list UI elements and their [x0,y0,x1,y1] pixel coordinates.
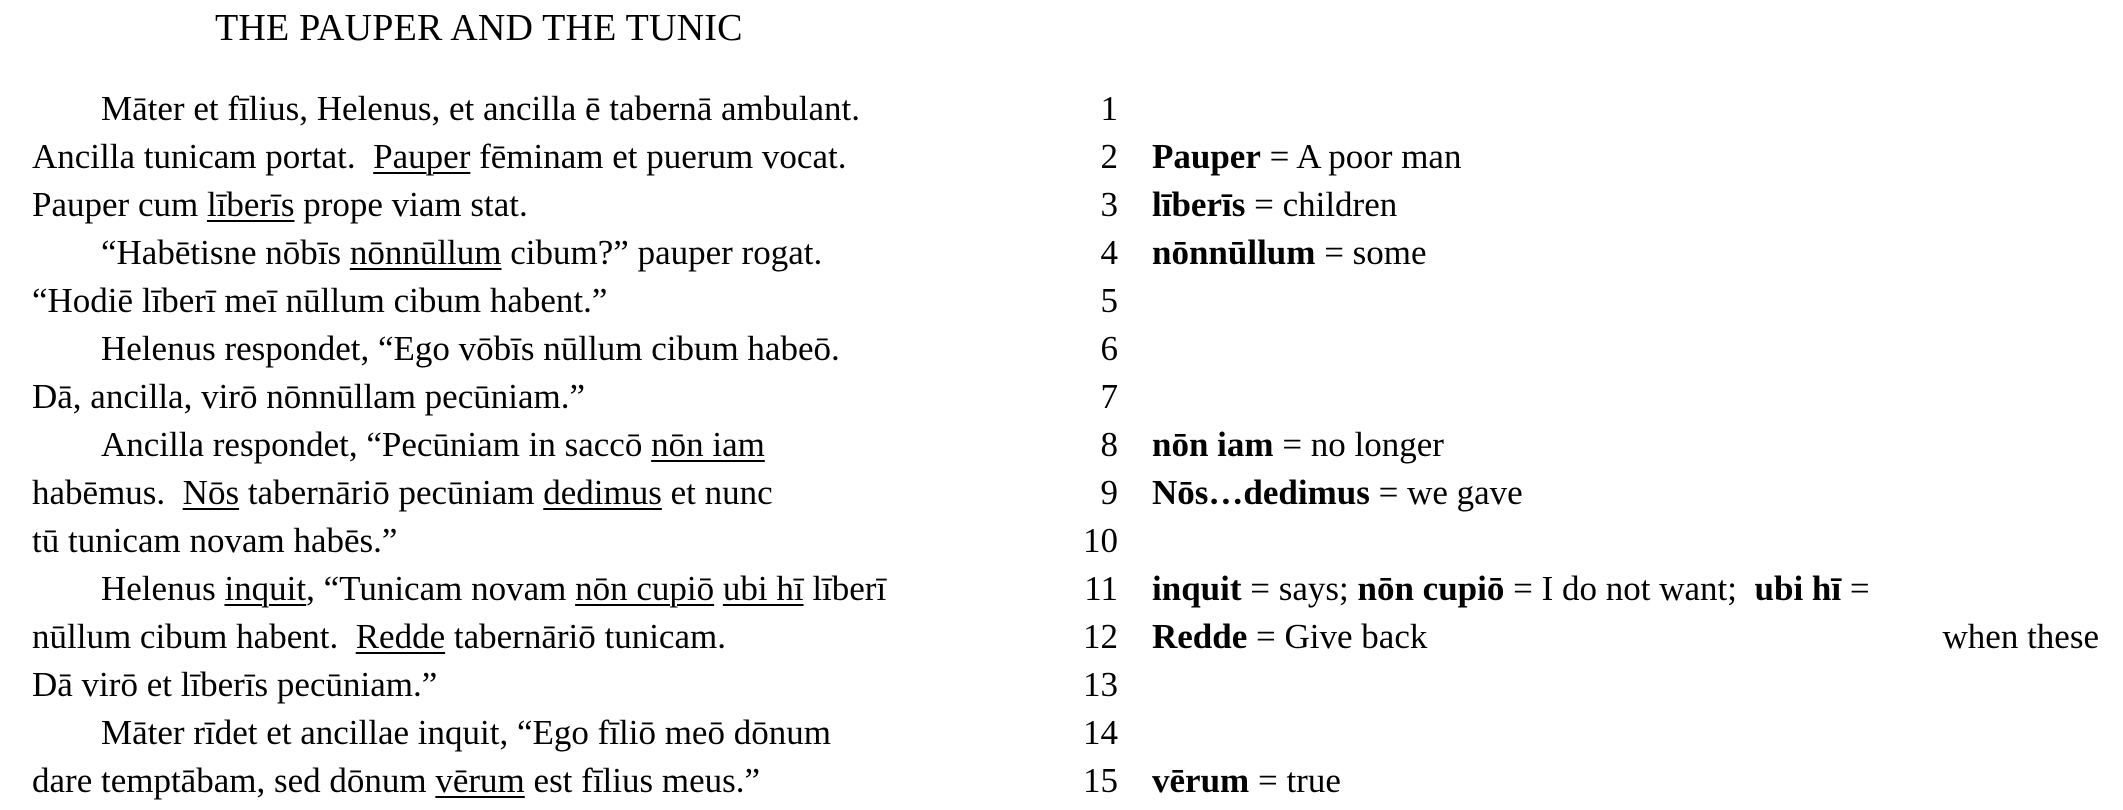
line-number: 6 [1100,329,1118,368]
text-segment: Ancilla tunicam portat. [32,137,374,176]
gloss-definition: = says; [1241,569,1358,608]
text-segment: Māter et fīlius, Helenus, et ancilla ē tabernā ambulant. [101,89,861,128]
gloss-term: Redde [1152,617,1248,656]
latin-text [32,615,726,659]
line-number: 11 [1084,569,1118,608]
gloss-term: Nōs…dedimus [1152,473,1370,512]
line-number: 4 [1100,233,1118,272]
glossed-word: Nōs [182,473,240,512]
vocabulary-gloss [1152,615,1427,659]
glossed-word: Pauper [373,137,471,176]
line-number: 10 [1083,521,1118,560]
vocabulary-gloss [1152,567,1870,611]
line-number: 1 [1100,89,1118,128]
story-line [0,471,2123,519]
line-number: 2 [1100,137,1118,176]
vocabulary-gloss [1152,183,1397,227]
story-line [0,567,2123,615]
story-line [0,423,2123,471]
gloss-definition: = A poor man [1260,137,1462,176]
line-number: 9 [1100,473,1118,512]
text-segment: tū tunicam novam habēs.” [32,521,398,560]
latin-text [32,279,607,323]
gloss-definition: = no longer [1273,425,1444,464]
story-line [0,87,2123,135]
latin-text [32,375,585,419]
line-number: 14 [1083,713,1118,752]
latin-text [101,231,822,275]
gloss-term: līberīs [1152,185,1246,224]
glossed-word: nōn iam [651,425,765,464]
text-segment: nūllum cibum habent. [32,617,356,656]
text-segment: Dā, ancilla, virō nōnnūllam pecūniam.” [32,377,586,416]
story-line [0,711,2123,759]
gloss-term: nōn iam [1152,425,1274,464]
text-segment: tabernāriō pecūniam [239,473,544,512]
gloss-term: inquit [1152,569,1242,608]
story-line [0,279,2123,327]
text-segment: tabernāriō tunicam. [445,617,726,656]
latin-text [101,87,860,131]
vocabulary-gloss [1152,423,1444,467]
vocabulary-gloss [1152,471,1523,515]
latin-text [101,327,840,371]
glossed-word: ubi hī [722,569,804,608]
text-segment: est fīlius meus.” [524,761,761,800]
gloss-definition: = we gave [1369,473,1523,512]
glossed-word: nōnnūllum [349,233,502,272]
latin-text [32,471,773,515]
gloss-term: ubi hī [1754,569,1842,608]
text-segment: Helenus respondet, “Ego vōbīs nūllum cibum habeō. [101,329,840,368]
gloss-definition: = true [1249,761,1341,800]
story-line [0,183,2123,231]
line-number: 3 [1100,185,1118,224]
gloss-definition: = I do not want; [1504,569,1755,608]
glossed-word: nōn cupiō [575,569,715,608]
gloss-term: Pauper [1152,137,1261,176]
text-segment: fēminam et puerum vocat. [470,137,847,176]
glossed-word: dedimus [543,473,662,512]
latin-text [32,135,846,179]
story-line [0,327,2123,375]
text-segment: et nunc [661,473,773,512]
text-segment: cibum?” pauper rogat. [501,233,823,272]
text-segment: “Hodiē līberī meī nūllum cibum habent.” [32,281,608,320]
gloss-term: vērum [1152,761,1250,800]
text-segment: habēmus. [32,473,183,512]
story-line [0,135,2123,183]
gloss-term: nōn cupiō [1357,569,1505,608]
story-line [0,231,2123,279]
story-line [0,759,2123,807]
story-lines [0,87,2123,807]
line-number: 13 [1083,665,1118,704]
vocabulary-gloss [1152,231,1427,275]
text-segment: Māter rīdet et ancillae inquit, “Ego fīliō meō dōnum [101,713,831,752]
text-segment: dare temptābam, sed dōnum [32,761,436,800]
gloss-continuation: when these [1942,617,2099,656]
text-segment [714,569,723,608]
gloss-definition: = some [1315,233,1427,272]
text-segment: Ancilla respondet, “Pecūniam in saccō [101,425,652,464]
text-segment: Dā virō et līberīs pecūniam.” [32,665,438,704]
line-number: 7 [1100,377,1118,416]
glossed-word: līberīs [206,185,295,224]
gloss-definition: = [1841,569,1870,608]
story-title: THE PAUPER AND THE TUNIC [215,7,743,49]
story-line [0,663,2123,711]
text-segment: Pauper cum [32,185,207,224]
story-line [0,519,2123,567]
vocabulary-gloss [1152,759,1341,803]
text-segment: “Habētisne nōbīs [101,233,350,272]
line-number: 12 [1083,617,1118,656]
latin-text [32,759,760,803]
text-segment: , “Tunicam novam [306,569,576,608]
latin-text [32,663,437,707]
line-number: 5 [1100,281,1118,320]
latin-text [101,711,831,755]
glossed-word: inquit [224,569,307,608]
latin-text [101,567,886,611]
vocabulary-gloss [1152,135,1461,179]
latin-text [32,183,528,227]
latin-text [32,519,397,563]
latin-text [101,423,765,467]
glossed-word: vērum [435,761,525,800]
text-segment: prope viam stat. [294,185,528,224]
line-number: 15 [1083,761,1118,800]
text-segment: Helenus [101,569,225,608]
story-line [0,615,2123,663]
story-line [0,375,2123,423]
glossed-word: Redde [355,617,446,656]
gloss-definition: = children [1245,185,1398,224]
gloss-term: nōnnūllum [1152,233,1316,272]
line-number: 8 [1100,425,1118,464]
gloss-definition: = Give back [1247,617,1428,656]
text-segment: līberī [803,569,887,608]
